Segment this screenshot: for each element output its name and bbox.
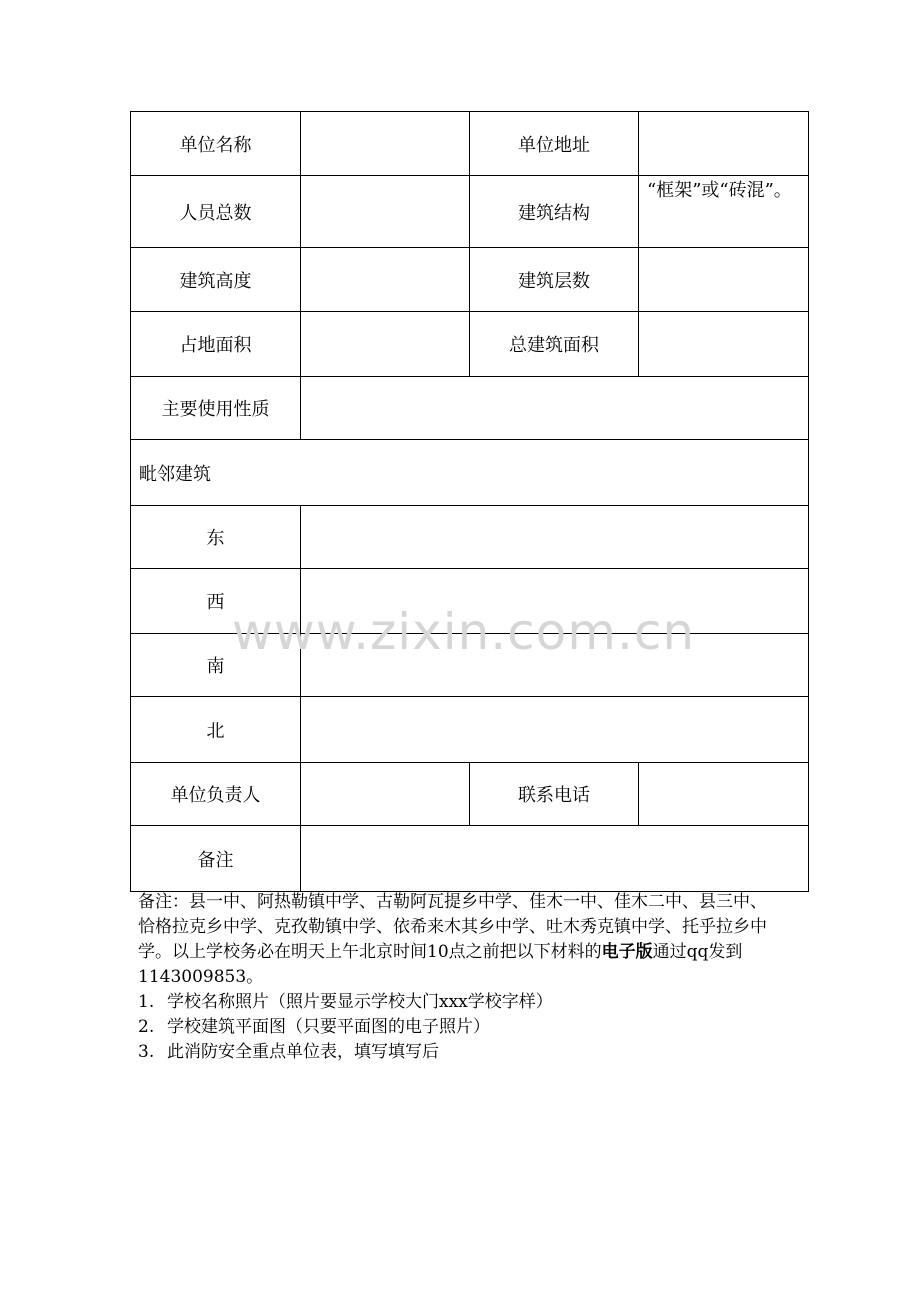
list-item (138, 1015, 778, 1040)
label-south: 南 (131, 634, 301, 697)
unit-address-field[interactable] (639, 112, 809, 176)
list-item (138, 990, 778, 1015)
list-item-number: 2. (138, 1017, 155, 1037)
unit-leader-field[interactable] (301, 763, 470, 826)
notes-intro (138, 890, 778, 990)
table-row (131, 634, 809, 697)
label-east: 东 (131, 506, 301, 569)
table-row (131, 377, 809, 440)
label-unit-address: 单位地址 (470, 112, 639, 176)
table-row (131, 697, 809, 763)
south-field[interactable] (301, 634, 809, 697)
staff-total-field[interactable] (301, 176, 470, 248)
list-item-text: 此消防安全重点单位表，填写填写后 (167, 1042, 439, 1062)
notes-list (138, 990, 778, 1065)
list-item (138, 1040, 778, 1065)
table-row (131, 248, 809, 312)
table-row (131, 112, 809, 176)
list-item-text: 学校名称照片（照片要显示学校大门xxx学校字样） (167, 992, 553, 1012)
notes-intro-bold: 电子版 (601, 942, 653, 962)
label-total-floor-area: 总建筑面积 (470, 312, 639, 377)
table-row (131, 506, 809, 569)
label-land-area: 占地面积 (131, 312, 301, 377)
table-row (131, 312, 809, 377)
notes-intro-suffix: 通过qq发到1143009853。 (138, 942, 743, 987)
list-item-number: 3. (138, 1042, 155, 1062)
main-use-field[interactable] (301, 377, 809, 440)
building-structure-field[interactable]: “框架”或“砖混”。 (639, 176, 809, 248)
table-row (131, 569, 809, 634)
table-row (131, 440, 809, 506)
label-staff-total: 人员总数 (131, 176, 301, 248)
label-building-floors: 建筑层数 (470, 248, 639, 312)
unit-name-field[interactable] (301, 112, 470, 176)
label-remarks: 备注 (131, 826, 301, 892)
label-west: 西 (131, 569, 301, 634)
contact-phone-field[interactable] (639, 763, 809, 826)
label-unit-name: 单位名称 (131, 112, 301, 176)
label-main-use: 主要使用性质 (131, 377, 301, 440)
building-floors-field[interactable] (639, 248, 809, 312)
table-row (131, 176, 809, 248)
remarks-field[interactable] (301, 826, 809, 892)
list-item-text: 学校建筑平面图（只要平面图的电子照片） (167, 1017, 490, 1037)
building-height-field[interactable] (301, 248, 470, 312)
notes-intro-prefix: 备注：县一中、阿热勒镇中学、古勒阿瓦提乡中学、佳木一中、佳木二中、县三中、恰格拉克乡中学、克孜勒镇中学、依希来木其乡中学、吐木秀克镇中学、托乎拉乡中学。以上学校务必在明天上午北京时间10点之前把以下材料的 (138, 892, 767, 962)
label-building-structure: 建筑结构 (470, 176, 639, 248)
land-area-field[interactable] (301, 312, 470, 377)
label-unit-leader: 单位负责人 (131, 763, 301, 826)
label-building-height: 建筑高度 (131, 248, 301, 312)
table-row (131, 826, 809, 892)
fire-safety-unit-table (130, 111, 809, 892)
label-north: 北 (131, 697, 301, 763)
total-floor-area-field[interactable] (639, 312, 809, 377)
table-row (131, 763, 809, 826)
north-field[interactable] (301, 697, 809, 763)
east-field[interactable] (301, 506, 809, 569)
watermark: www.zixin.com.cn (232, 603, 696, 661)
label-adjacent-buildings: 毗邻建筑 (131, 440, 809, 506)
west-field[interactable] (301, 569, 809, 634)
label-contact-phone: 联系电话 (470, 763, 639, 826)
notes-section (138, 890, 778, 1065)
list-item-number: 1. (138, 992, 155, 1012)
